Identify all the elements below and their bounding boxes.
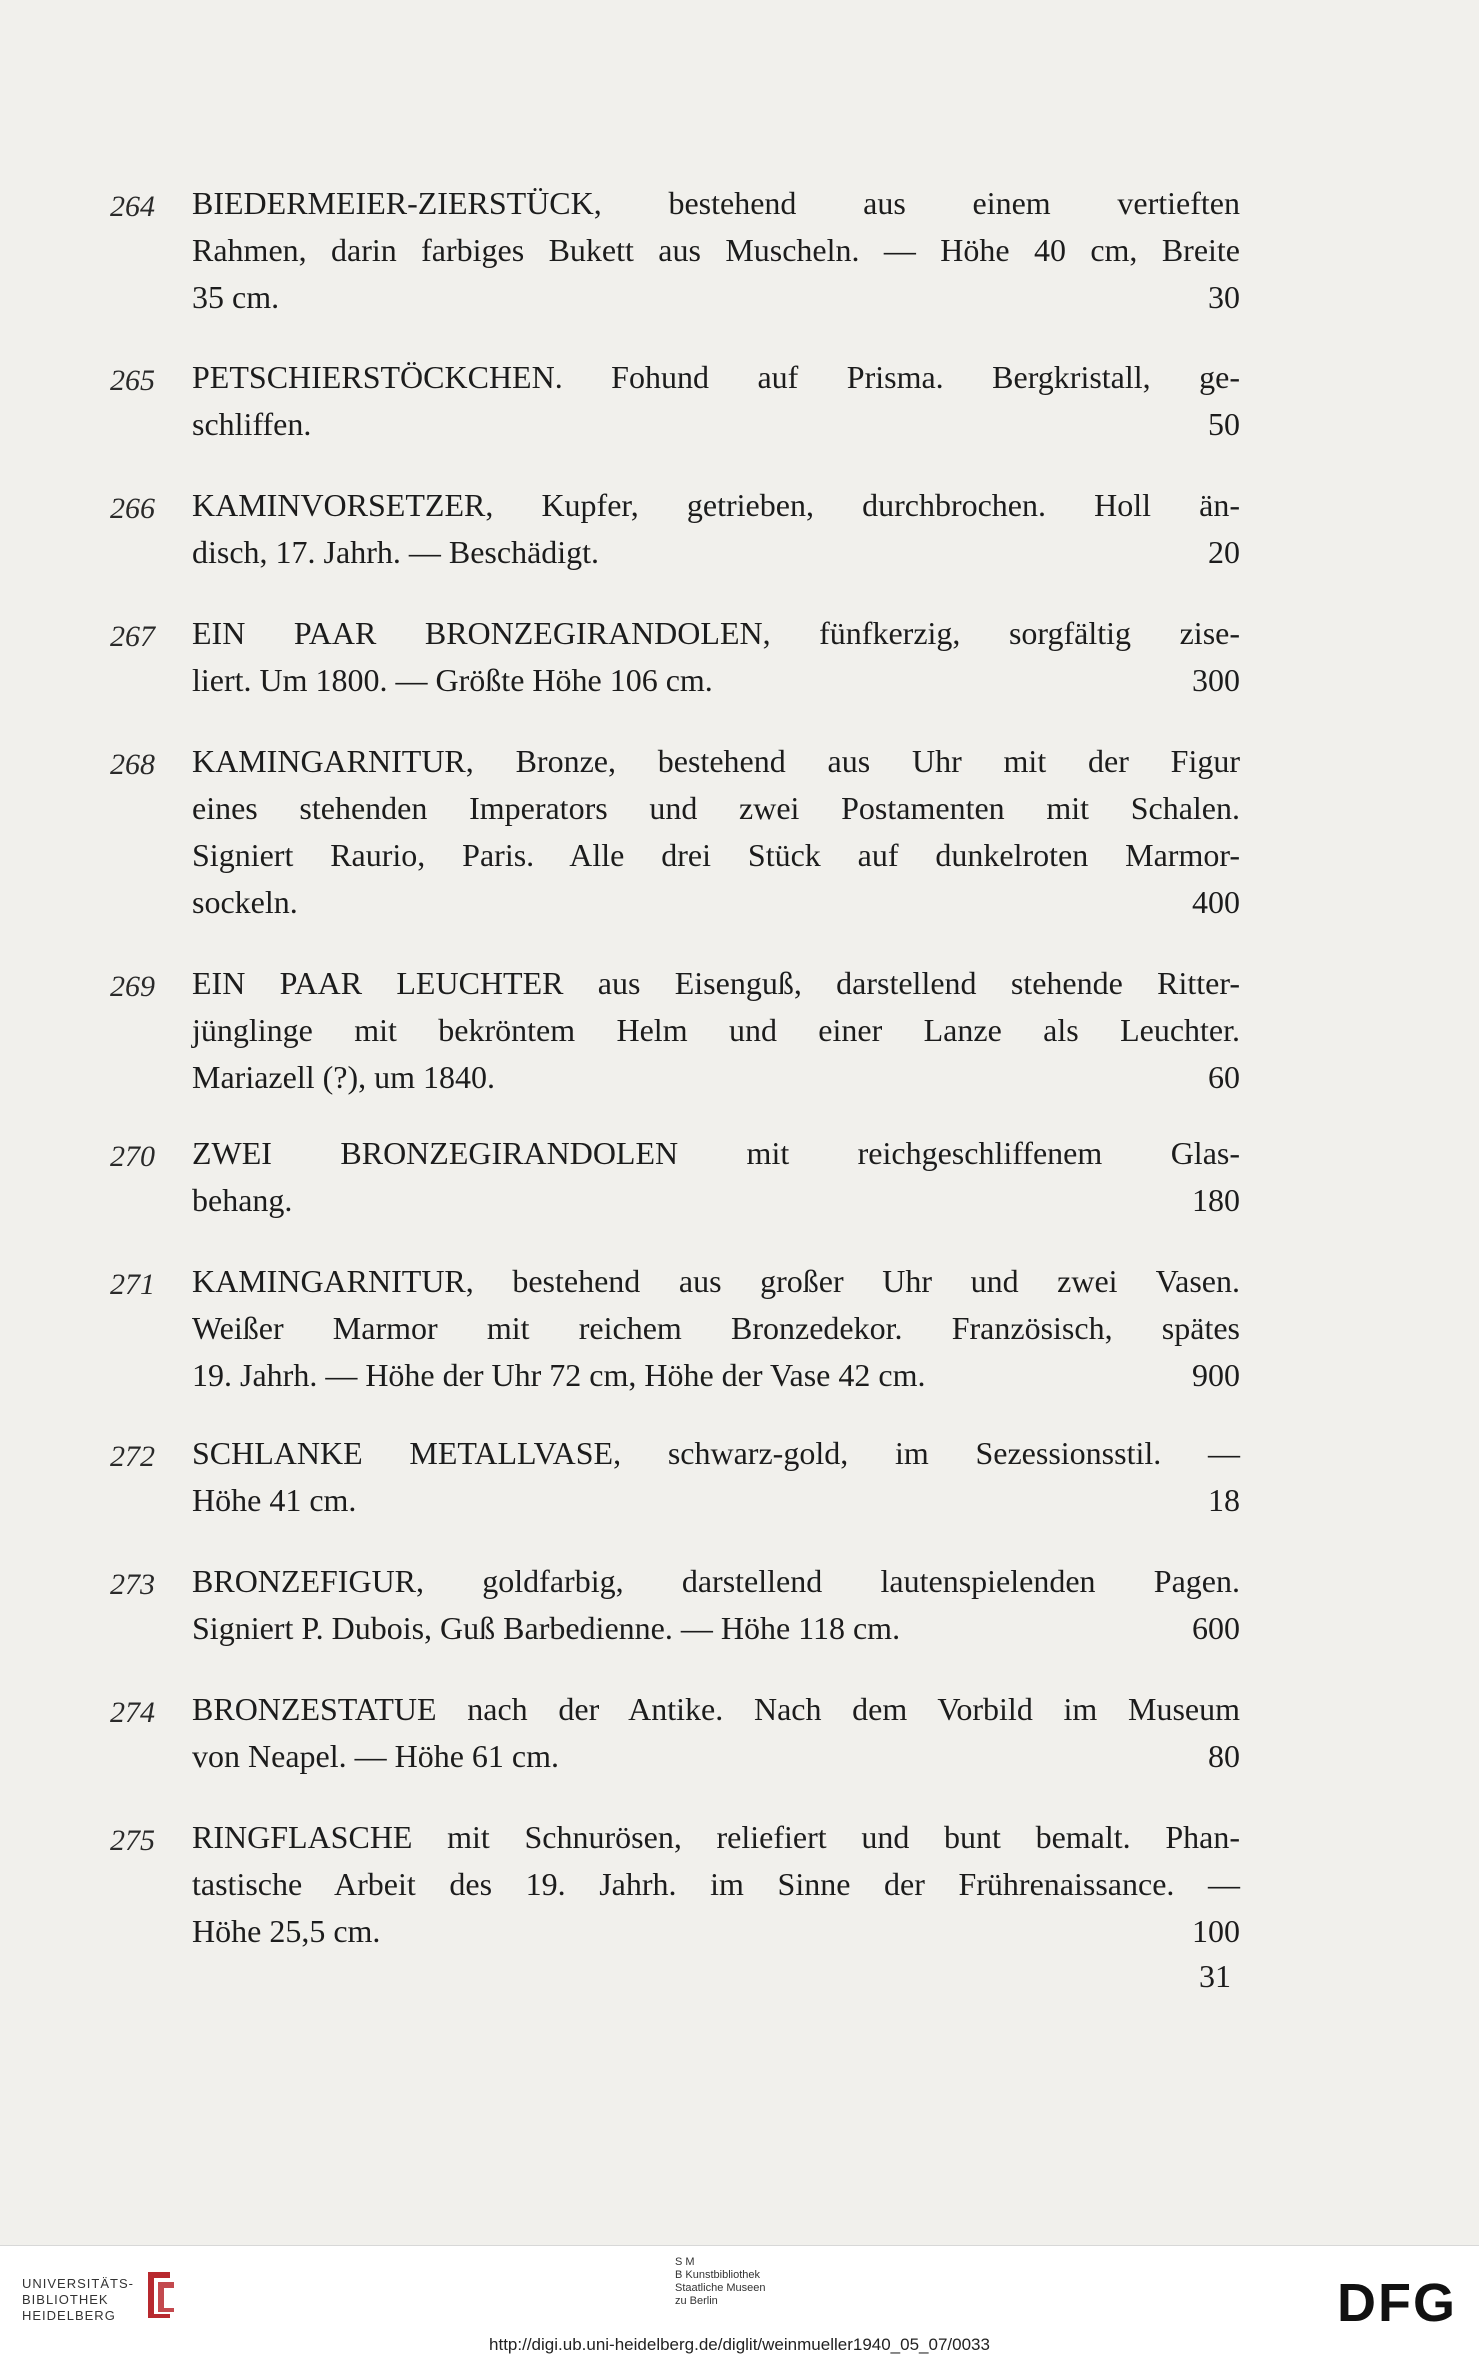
entry-line: Mariazell (?), um 1840. (192, 1059, 495, 1095)
footer-bar (0, 2245, 1479, 2356)
entry-number: 268 (110, 748, 155, 781)
entry-price: 30 (1208, 279, 1240, 315)
entry-line: Weißer Marmor mit reichem Bronzedekor. Französisch, spätes (192, 1310, 1240, 1346)
entry-line: eines stehenden Imperators und zwei Postamenten mit Schalen. (192, 790, 1240, 826)
entry-line: liert. Um 1800. — Größte Höhe 106 cm. (192, 662, 713, 698)
page-number: 31 (1199, 1958, 1231, 1994)
library-stamp: S M B Kunstbibliothek Staatliche Museen zu Berlin (675, 2256, 766, 2307)
entry-line: KAMINVORSETZER, Kupfer, getrieben, durchbrochen. Holl än- (192, 487, 1240, 523)
entry-line: Rahmen, darin farbiges Bukett aus Muscheln. — Höhe 40 cm, Breite (192, 232, 1240, 268)
entry-line: sockeln. (192, 884, 298, 920)
entry-number: 264 (110, 190, 155, 223)
entry-number: 272 (110, 1440, 155, 1473)
entry-price: 20 (1208, 534, 1240, 570)
entry-line: Signiert P. Dubois, Guß Barbedienne. — Höhe 118 cm. (192, 1610, 901, 1646)
entry-price: 50 (1208, 406, 1240, 442)
library-logo-text: UNIVERSITÄTS- BIBLIOTHEK HEIDELBERG (22, 2276, 134, 2323)
entry-number: 270 (110, 1140, 155, 1173)
entry-line: behang. (192, 1182, 293, 1218)
entry-number: 265 (110, 364, 155, 397)
entry-line: PETSCHIERSTÖCKCHEN. Fohund auf Prisma. Bergkristall, ge- (192, 359, 1240, 395)
entry-price: 900 (1192, 1357, 1240, 1393)
entry-price: 180 (1192, 1182, 1240, 1218)
library-logo-icon (140, 2268, 178, 2320)
entry-line: KAMINGARNITUR, Bronze, bestehend aus Uhr mit der Figur (192, 743, 1240, 779)
entry-line: BRONZEFIGUR, goldfarbig, darstellend lautenspielenden Pagen. (192, 1563, 1240, 1599)
entry-number: 267 (110, 620, 155, 653)
entry-price: 300 (1192, 662, 1240, 698)
entry-line: Signiert Raurio, Paris. Alle drei Stück auf dunkelroten Marmor- (192, 837, 1240, 873)
entry-line: ZWEI BRONZEGIRANDOLEN mit reichgeschliffenem Glas- (192, 1135, 1240, 1171)
dfg-logo: DFG (1337, 2273, 1457, 2333)
source-url[interactable]: http://digi.ub.uni-heidelberg.de/diglit/weinmueller1940_05_07/0033 (489, 2335, 990, 2354)
entry-price: 80 (1208, 1738, 1240, 1774)
entry-price: 18 (1208, 1482, 1240, 1518)
entry-line: Höhe 25,5 cm. (192, 1913, 381, 1949)
entry-price: 600 (1192, 1610, 1240, 1646)
entry-line: KAMINGARNITUR, bestehend aus großer Uhr und zwei Vasen. (192, 1263, 1240, 1299)
entry-line: 19. Jahrh. — Höhe der Uhr 72 cm, Höhe der Vase 42 cm. (192, 1357, 926, 1393)
entry-number: 274 (110, 1696, 155, 1729)
entry-number: 266 (110, 492, 155, 525)
entry-line: 35 cm. (192, 279, 280, 315)
entry-line: tastische Arbeit des 19. Jahrh. im Sinne der Frührenaissance. — (192, 1866, 1240, 1902)
entry-number: 271 (110, 1268, 155, 1301)
entry-line: EIN PAAR BRONZEGIRANDOLEN, fünfkerzig, sorgfältig zise- (192, 615, 1240, 651)
entry-price: 60 (1208, 1059, 1240, 1095)
entry-number: 275 (110, 1824, 155, 1857)
entry-price: 100 (1192, 1913, 1240, 1949)
entry-line: Höhe 41 cm. (192, 1482, 357, 1518)
entry-line: disch, 17. Jahrh. — Beschädigt. (192, 534, 600, 570)
entry-line: EIN PAAR LEUCHTER aus Eisenguß, darstellend stehende Ritter- (192, 965, 1240, 1001)
entry-number: 273 (110, 1568, 155, 1601)
entry-line: BIEDERMEIER-ZIERSTÜCK, bestehend aus einem vertieften (192, 185, 1240, 221)
entry-price: 400 (1192, 884, 1240, 920)
entry-line: von Neapel. — Höhe 61 cm. (192, 1738, 560, 1774)
entry-line: RINGFLASCHE mit Schnurösen, reliefiert und bunt bemalt. Phan- (192, 1819, 1240, 1855)
entry-line: BRONZESTATUE nach der Antike. Nach dem Vorbild im Museum (192, 1691, 1240, 1727)
entry-line: SCHLANKE METALLVASE, schwarz-gold, im Sezessionsstil. — (192, 1435, 1240, 1471)
entry-number: 269 (110, 970, 155, 1003)
entry-line: jünglinge mit bekröntem Helm und einer Lanze als Leuchter. (192, 1012, 1240, 1048)
entry-line: schliffen. (192, 406, 312, 442)
